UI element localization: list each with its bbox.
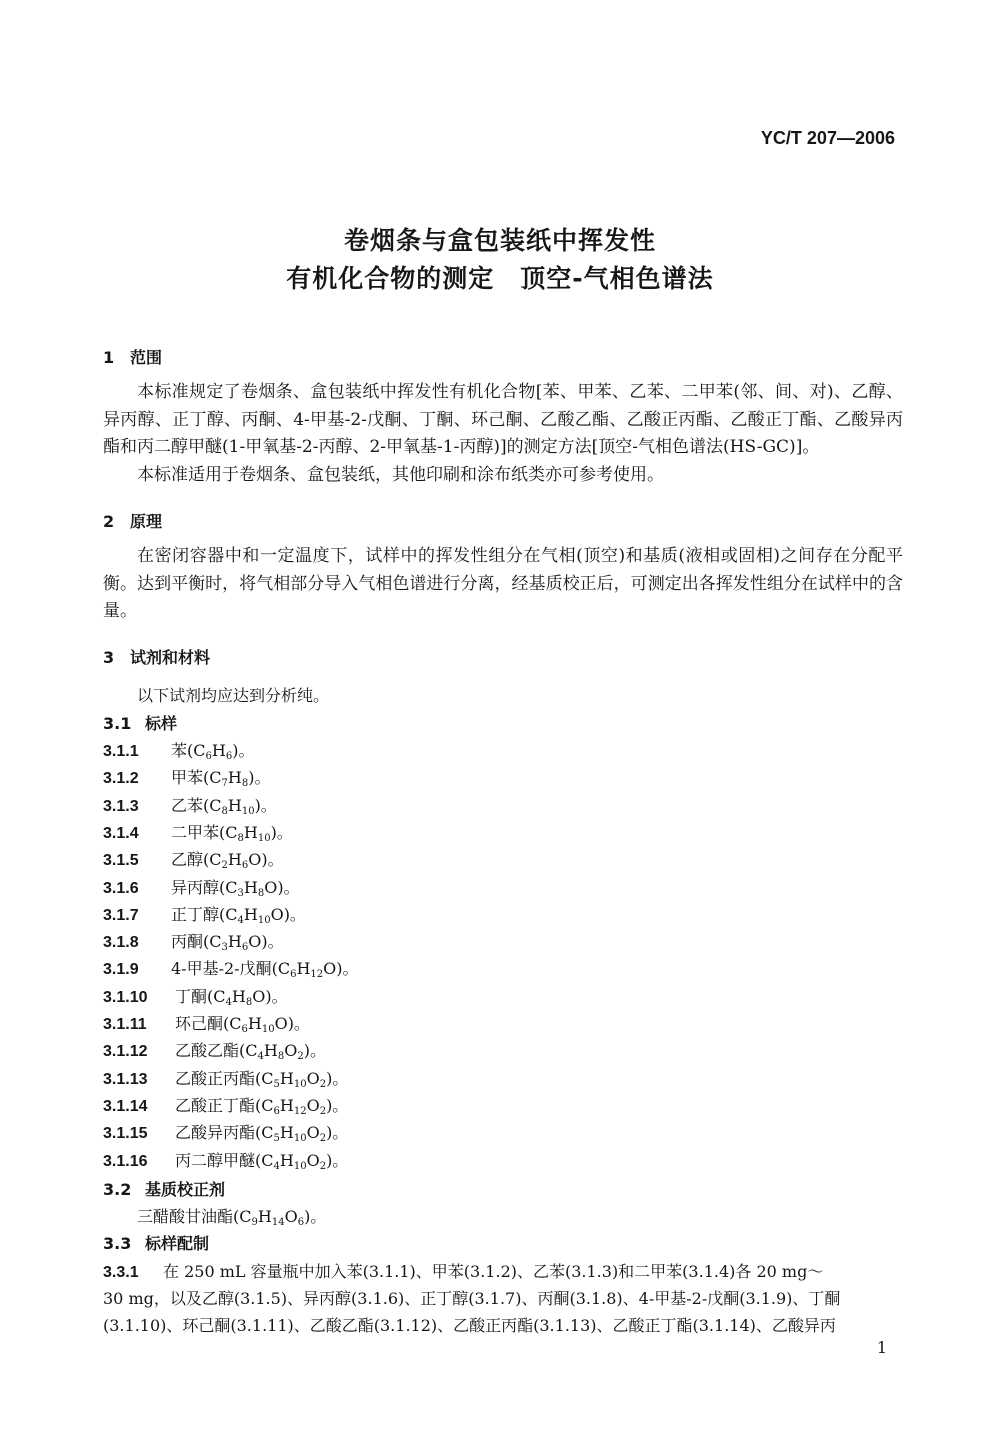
item-name: 4-甲基-2-戊酮( bbox=[171, 959, 278, 979]
list-item bbox=[103, 1066, 348, 1089]
item-end: )。 bbox=[265, 986, 288, 1006]
item-end: )。 bbox=[303, 1041, 326, 1061]
item-number: 3.1.7 bbox=[103, 906, 139, 924]
list-item bbox=[103, 875, 300, 898]
item-name: 乙酸异丙酯( bbox=[175, 1123, 262, 1143]
item-end: )。 bbox=[326, 1123, 349, 1143]
list-item bbox=[103, 820, 293, 843]
list-item bbox=[103, 765, 270, 788]
item-number: 3.1.12 bbox=[103, 1043, 148, 1061]
item-end: )。 bbox=[261, 850, 284, 870]
reagents-intro: 以下试剂均应达到分析纯。 bbox=[137, 686, 330, 705]
item-formula: $C_2H_6O$ bbox=[209, 850, 262, 872]
title-line-2: 有机化合物的测定 顶空-气相色谱法 bbox=[286, 264, 714, 293]
section-1-heading bbox=[103, 345, 162, 368]
item-end: )。 bbox=[326, 1095, 349, 1115]
item-end: )。 bbox=[283, 904, 306, 924]
list-item bbox=[103, 1120, 348, 1143]
subsection-number: 3.2 bbox=[103, 1180, 132, 1199]
matrix-corrector-end: )。 bbox=[304, 1207, 327, 1226]
matrix-corrector-text bbox=[137, 1204, 326, 1227]
item-end: )。 bbox=[326, 1068, 349, 1088]
subsection-3-2-heading bbox=[103, 1177, 225, 1200]
section-title: 范围 bbox=[130, 348, 163, 367]
item-end: )。 bbox=[326, 1150, 349, 1170]
item-end: )。 bbox=[254, 795, 277, 815]
clause-3-3-1-line-1 bbox=[103, 1259, 823, 1282]
subsection-3-1-heading bbox=[103, 711, 177, 734]
page-number: 1 bbox=[876, 1338, 887, 1357]
section-title: 试剂和材料 bbox=[130, 648, 211, 667]
list-item bbox=[103, 902, 306, 925]
list-item bbox=[103, 1093, 348, 1116]
item-name: 环己酮( bbox=[175, 1014, 230, 1033]
section-1-body bbox=[103, 379, 903, 489]
item-formula: $C_7H_8$ bbox=[209, 768, 249, 790]
section-number: 1 bbox=[103, 348, 115, 367]
scope-paragraph-2: 本标准适用于卷烟条、盒包装纸，其他印刷和涂布纸类亦可参考使用。 bbox=[137, 464, 664, 485]
item-number: 3.1.5 bbox=[103, 852, 139, 870]
item-name: 乙醇( bbox=[171, 850, 210, 870]
item-name: 丙酮( bbox=[171, 932, 210, 952]
item-number: 3.1.8 bbox=[103, 934, 139, 952]
section-2-heading bbox=[103, 509, 162, 532]
item-formula: $C_6H_{12}O$ bbox=[277, 959, 337, 981]
list-item bbox=[103, 847, 284, 870]
item-end: )。 bbox=[248, 768, 271, 788]
item-formula: $C_6H_{10}O$ bbox=[229, 1014, 288, 1035]
item-end: )。 bbox=[261, 932, 284, 952]
item-name: 乙酸正丁酯( bbox=[175, 1095, 262, 1115]
item-formula: $C_8H_{10}$ bbox=[225, 822, 271, 844]
clause-number: 3.3.1 bbox=[103, 1264, 139, 1281]
item-end: )。 bbox=[270, 822, 293, 842]
item-formula: $C_5H_{10}O_2$ bbox=[261, 1123, 327, 1145]
item-end: )。 bbox=[277, 877, 300, 897]
subsection-title: 基质校正剂 bbox=[145, 1180, 226, 1199]
list-item bbox=[103, 1011, 310, 1034]
item-name: 丙二醇甲醚( bbox=[175, 1150, 262, 1170]
item-end: )。 bbox=[232, 741, 255, 760]
item-number: 3.1.6 bbox=[103, 879, 139, 897]
item-formula: $C_3H_6O$ bbox=[209, 932, 262, 954]
section-title: 原理 bbox=[130, 512, 163, 531]
item-formula: $C_6H_{12}O_2$ bbox=[261, 1095, 327, 1117]
matrix-corrector-formula: $C_9H_{14}O_6$ bbox=[239, 1207, 305, 1228]
item-end: )。 bbox=[287, 1014, 310, 1033]
clause-3-3-1-line-2: 30 mg，以及乙醇(3.1.5)、异丙醇(3.1.6)、正丁醇(3.1.7)、丙酮(3.1.8)、4-甲基-2-戊酮(3.1.9)、丁酮 bbox=[103, 1289, 841, 1308]
item-number: 3.1.13 bbox=[103, 1070, 148, 1088]
subsection-number: 3.1 bbox=[103, 714, 132, 733]
item-number: 3.1.10 bbox=[103, 988, 148, 1006]
item-name: 二甲苯( bbox=[171, 822, 226, 842]
list-item bbox=[103, 793, 277, 816]
clause-3-3-1-line-3: (3.1.10)、环己酮(3.1.11)、乙酸乙酯(3.1.12)、乙酸正丙酯(3.1.13)、乙酸正丁酯(3.1.14)、乙酸异丙 bbox=[103, 1316, 836, 1335]
item-formula: $C_4H_8O$ bbox=[213, 986, 266, 1008]
item-name: 丁酮( bbox=[175, 986, 214, 1006]
item-name: 异丙醇( bbox=[171, 877, 226, 897]
list-item bbox=[103, 738, 254, 761]
item-name: 乙苯( bbox=[171, 795, 210, 815]
subsection-title: 标样配制 bbox=[145, 1234, 210, 1253]
clause-text: 在 250 mL 容量瓶中加入苯(3.1.1)、甲苯(3.1.2)、乙苯(3.1.3)和二甲苯(3.1.4)各 20 mg～ bbox=[163, 1262, 824, 1281]
item-number: 3.1.3 bbox=[103, 797, 139, 815]
item-number: 3.1.1 bbox=[103, 743, 139, 760]
item-formula: $C_6H_6$ bbox=[193, 741, 233, 762]
item-number: 3.1.4 bbox=[103, 824, 139, 842]
list-item bbox=[103, 929, 284, 952]
item-formula: $C_5H_{10}O_2$ bbox=[261, 1068, 327, 1090]
item-number: 3.1.2 bbox=[103, 770, 139, 788]
section-3-heading bbox=[103, 645, 210, 668]
item-number: 3.1.14 bbox=[103, 1097, 148, 1115]
item-formula: $C_4H_{10}O_2$ bbox=[261, 1150, 327, 1172]
section-number: 2 bbox=[103, 512, 115, 531]
section-2-body bbox=[103, 543, 903, 626]
list-item bbox=[103, 1038, 326, 1061]
item-formula: $C_3H_8O$ bbox=[225, 877, 278, 899]
list-item bbox=[103, 956, 359, 979]
item-number: 3.1.16 bbox=[103, 1152, 148, 1170]
principle-paragraph: 在密闭容器中和一定温度下，试样中的挥发性组分在气相(顶空)和基质(液相或固相)之间存在分配平衡。达到平衡时，将气相部分导入气相色谱进行分离，经基质校正后，可测定出各挥发性组分在试样中的含量。 bbox=[103, 546, 903, 621]
item-name: 甲苯( bbox=[171, 768, 210, 788]
standard-number: YC/T 207—2006 bbox=[760, 128, 895, 148]
item-number: 3.1.9 bbox=[103, 961, 139, 979]
subsection-3-3-heading bbox=[103, 1231, 209, 1254]
item-name: 正丁醇( bbox=[171, 904, 226, 924]
title-line-1: 卷烟条与盒包装纸中挥发性 bbox=[343, 226, 656, 255]
item-number: 3.1.15 bbox=[103, 1125, 148, 1143]
list-item bbox=[103, 984, 288, 1007]
item-formula: $C_4H_8O_2$ bbox=[245, 1041, 304, 1063]
item-end: )。 bbox=[336, 959, 359, 979]
subsection-number: 3.3 bbox=[103, 1234, 132, 1253]
list-item bbox=[103, 1148, 348, 1171]
item-formula: $C_8H_{10}$ bbox=[209, 795, 255, 817]
item-formula: $C_4H_{10}O$ bbox=[225, 904, 284, 926]
item-name: 乙酸乙酯( bbox=[175, 1041, 246, 1061]
section-number: 3 bbox=[103, 648, 115, 667]
subsection-title: 标样 bbox=[145, 714, 178, 733]
item-number: 3.1.11 bbox=[103, 1016, 147, 1033]
scope-paragraph-1: 本标准规定了卷烟条、盒包装纸中挥发性有机化合物[苯、甲苯、乙苯、二甲苯(邻、间、对)、乙醇、异丙醇、正丁醇、丙酮、4-甲基-2-戊酮、丁酮、环己酮、乙酸乙酯、乙酸正丙酯、乙酸正丁酯、乙酸异丙酯和丙二醇甲醚(1-甲氧基-2-丙醇、2-甲氧基-1-丙醇)]的测定方法[顶空-气相色谱法(HS-GC)]。 bbox=[103, 382, 903, 457]
item-name: 乙酸正丙酯( bbox=[175, 1068, 262, 1088]
matrix-corrector-name: 三醋酸甘油酯( bbox=[137, 1207, 240, 1226]
item-name: 苯( bbox=[171, 741, 194, 760]
